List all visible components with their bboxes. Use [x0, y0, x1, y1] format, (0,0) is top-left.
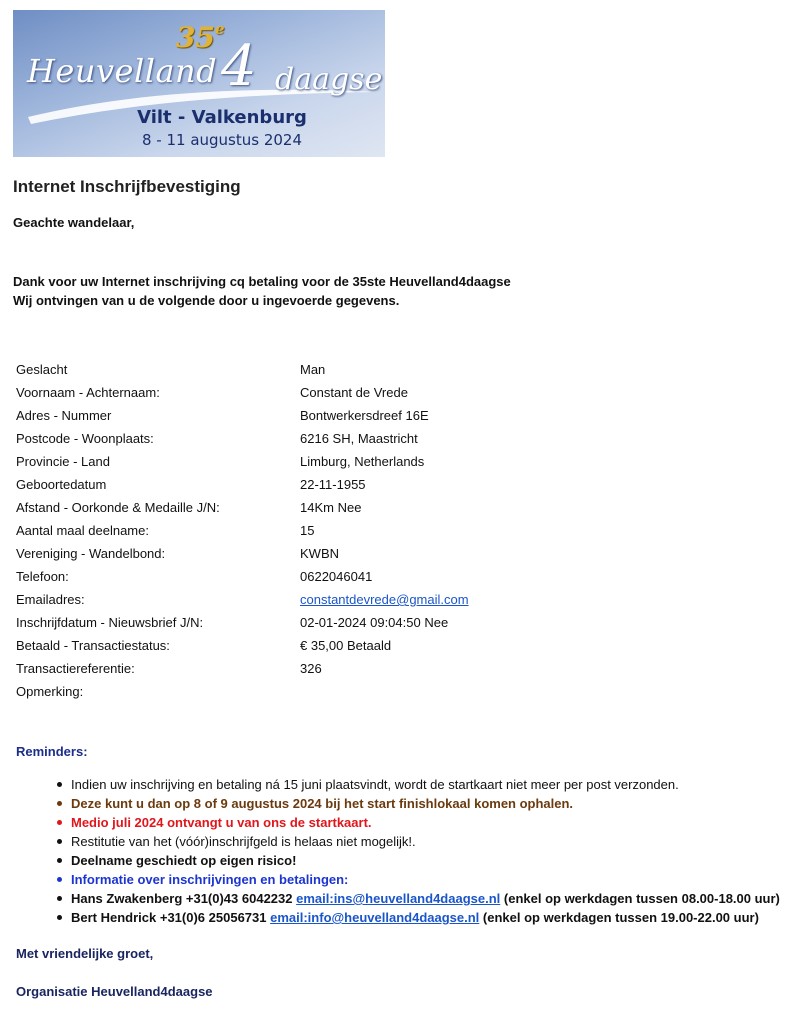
detail-label: Afstand - Oorkonde & Medaille J/N: — [16, 500, 220, 515]
detail-label: Opmerking: — [16, 684, 84, 699]
contact-name: Hans Zwakenberg +31(0)43 6042232 — [71, 891, 293, 906]
detail-value: 326 — [300, 661, 322, 676]
table-row — [13, 519, 472, 542]
contact-name: Bert Hendrick +31(0)6 25056731 — [71, 910, 267, 925]
detail-value: Bontwerkersdreef 16E — [300, 408, 429, 423]
greeting: Geachte wandelaar, — [13, 215, 135, 230]
event-banner — [13, 10, 385, 157]
edition-number: 35e — [176, 20, 225, 54]
intro-line-1: Dank voor uw Internet inschrijving cq betaling voor de 35ste Heuvelland4daagse — [13, 274, 511, 289]
email-link[interactable]: constantdevrede@gmail.com — [300, 592, 469, 607]
list-item: Deze kunt u dan op 8 of 9 augustus 2024 bij het start finishlokaal komen ophalen. — [71, 794, 780, 813]
contact-email-link[interactable]: email:ins@heuvelland4daagse.nl — [296, 891, 501, 906]
detail-label: Adres - Nummer — [16, 408, 112, 423]
closing-text: Met vriendelijke groet, — [16, 946, 154, 961]
detail-label: Aantal maal deelname: — [16, 523, 149, 538]
detail-value: Constant de Vrede — [300, 385, 408, 400]
detail-value: 14Km Nee — [300, 500, 362, 515]
list-item: Informatie over inschrijvingen en betalingen: — [71, 870, 780, 889]
banner-name: Heuvelland — [27, 52, 218, 90]
detail-label: Geslacht — [16, 362, 68, 377]
detail-value: Man — [300, 362, 326, 377]
detail-value: € 35,00 Betaald — [300, 638, 392, 653]
page-title: Internet Inschrijfbevestiging — [13, 177, 241, 196]
list-item: Deelname geschiedt op eigen risico! — [71, 851, 780, 870]
table-row — [13, 588, 472, 611]
detail-value: KWBN — [300, 546, 339, 561]
detail-label: Geboortedatum — [16, 477, 107, 492]
banner-dates: 8 - 11 augustus 2024 — [141, 131, 303, 149]
banner-number: 4 — [221, 34, 257, 99]
list-item: Restitutie van het (vóór)inschrijfgeld is helaas niet mogelijk!. — [71, 832, 780, 851]
detail-value — [297, 588, 472, 611]
table-row — [13, 404, 472, 427]
reminders-title: Reminders: — [16, 744, 88, 759]
table-row — [13, 611, 472, 634]
detail-label: Emailadres: — [16, 592, 85, 607]
detail-value: 0622046041 — [300, 569, 373, 584]
contact-hours: (enkel op werkdagen tussen 08.00-18.00 uur) — [503, 891, 780, 906]
contact-hours: (enkel op werkdagen tussen 19.00-22.00 uur) — [482, 910, 759, 925]
contact-email-link[interactable]: email:info@heuvelland4daagse.nl — [270, 910, 480, 925]
table-row — [13, 565, 472, 588]
detail-value: 02-01-2024 09:04:50 Nee — [300, 615, 449, 630]
detail-label: Telefoon: — [16, 569, 69, 584]
table-row — [13, 680, 472, 703]
list-item: Medio juli 2024 ontvangt u van ons de startkaart. — [71, 813, 780, 832]
table-row — [13, 657, 472, 680]
detail-label: Vereniging - Wandelbond: — [16, 546, 166, 561]
detail-value: 15 — [300, 523, 315, 538]
detail-value: Limburg, Netherlands — [300, 454, 425, 469]
detail-value: 6216 SH, Maastricht — [300, 431, 418, 446]
table-row — [13, 358, 472, 381]
table-row — [13, 450, 472, 473]
intro-text — [13, 272, 511, 310]
intro-line-2: Wij ontvingen van u de volgende door u ingevoerde gegevens. — [13, 293, 400, 308]
registration-details-table — [13, 358, 472, 703]
table-row — [13, 634, 472, 657]
detail-label: Transactiereferentie: — [16, 661, 135, 676]
detail-label: Provincie - Land — [16, 454, 110, 469]
contact-item — [71, 889, 780, 908]
detail-label: Voornaam - Achternaam: — [16, 385, 160, 400]
table-row — [13, 496, 472, 519]
table-row — [13, 427, 472, 450]
contact-item — [71, 908, 780, 927]
detail-label: Inschrijfdatum - Nieuwsbrief J/N: — [16, 615, 204, 630]
organisation-signature: Organisatie Heuvelland4daagse — [16, 984, 213, 999]
banner-daagse: daagse — [275, 62, 383, 97]
table-row — [13, 473, 472, 496]
detail-value: 22-11-1955 — [300, 477, 366, 492]
list-item: Indien uw inschrijving en betaling ná 15 juni plaatsvindt, wordt de startkaart niet meer per post verzonden. — [71, 775, 780, 794]
detail-label: Postcode - Woonplaats: — [16, 431, 154, 446]
table-row — [13, 542, 472, 565]
banner-location: Vilt - Valkenburg — [137, 107, 307, 128]
reminders-list — [16, 775, 780, 927]
table-row — [13, 381, 472, 404]
detail-value — [297, 680, 472, 703]
detail-label: Betaald - Transactiestatus: — [16, 638, 170, 653]
